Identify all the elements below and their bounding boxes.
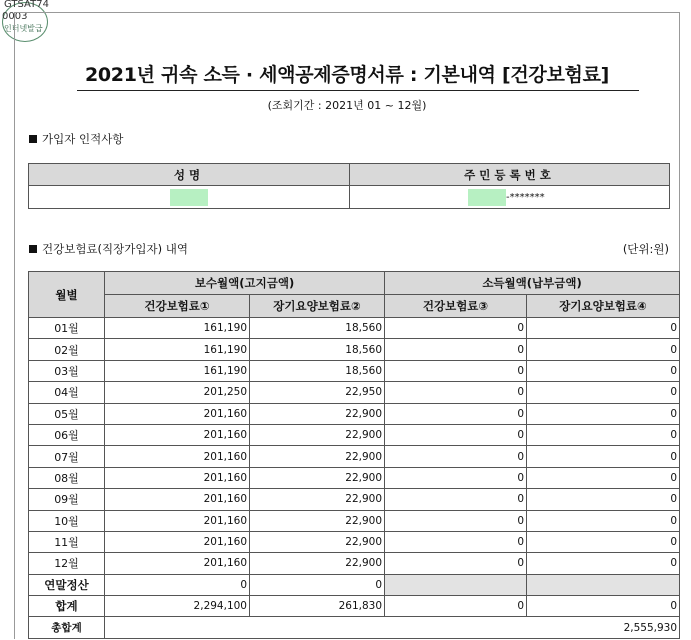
health-1-cell: 161,190	[105, 318, 250, 339]
month-cell: 11월	[29, 531, 105, 552]
ltc-2-cell: 22,900	[250, 424, 385, 445]
health-3-cell: 0	[385, 467, 527, 488]
month-cell: 02월	[29, 339, 105, 360]
ltc-2-cell: 22,900	[250, 489, 385, 510]
health-1-cell: 161,190	[105, 360, 250, 381]
redacted-name	[170, 189, 208, 206]
ltc-4-cell: 0	[527, 489, 680, 510]
health-1-cell: 201,160	[105, 489, 250, 510]
ltc-2-cell: 18,560	[250, 318, 385, 339]
ltc-4-cell: 0	[527, 382, 680, 403]
month-cell: 12월	[29, 553, 105, 574]
section-subscriber-label: 가입자 인적사항	[42, 132, 124, 146]
month-cell: 04월	[29, 382, 105, 403]
square-bullet-icon	[29, 245, 37, 253]
monthly-rows	[29, 318, 680, 575]
table-row	[29, 403, 680, 424]
health-1-cell: 201,160	[105, 531, 250, 552]
ltc-4-cell: 0	[527, 339, 680, 360]
table-row	[29, 531, 680, 552]
health-3-cell: 0	[385, 531, 527, 552]
title-underline	[77, 90, 639, 91]
ltc-4-cell: 0	[527, 467, 680, 488]
ltc-2-cell: 22,900	[250, 531, 385, 552]
month-cell: 08월	[29, 467, 105, 488]
subtotal-c1: 2,294,100	[105, 596, 250, 617]
col-header-health-1: 건강보험료①	[105, 295, 250, 318]
health-1-cell: 161,190	[105, 339, 250, 360]
ltc-2-cell: 22,900	[250, 553, 385, 574]
document-page	[14, 12, 680, 639]
ltc-4-cell: 0	[527, 553, 680, 574]
yearend-c4-empty	[527, 574, 680, 595]
square-bullet-icon	[29, 135, 37, 143]
yearend-c1: 0	[105, 574, 250, 595]
ltc-4-cell: 0	[527, 531, 680, 552]
section-subscriber-info	[29, 131, 123, 147]
col-header-health-3: 건강보험료③	[385, 295, 527, 318]
health-3-cell: 0	[385, 360, 527, 381]
health-insurance-table	[28, 271, 680, 639]
ltc-2-cell: 18,560	[250, 360, 385, 381]
subtotal-c3: 0	[385, 596, 527, 617]
section-health-label: 건강보험료(직장가입자) 내역	[42, 242, 188, 256]
yearend-label: 연말정산	[29, 574, 105, 595]
table-row	[29, 360, 680, 381]
ltc-4-cell: 0	[527, 424, 680, 445]
table-row	[29, 339, 680, 360]
health-1-cell: 201,160	[105, 403, 250, 424]
health-3-cell: 0	[385, 446, 527, 467]
yearend-c3-empty	[385, 574, 527, 595]
grandtotal-label: 총합계	[29, 617, 105, 638]
col-header-ltc-4: 장기요양보험료④	[527, 295, 680, 318]
subscriber-info-table	[28, 163, 670, 209]
health-3-cell: 0	[385, 510, 527, 531]
health-3-cell: 0	[385, 339, 527, 360]
table-row	[29, 382, 680, 403]
ssn-cell	[350, 186, 670, 209]
name-header: 성명	[29, 164, 350, 186]
health-1-cell: 201,160	[105, 510, 250, 531]
section-health-insurance	[29, 241, 188, 257]
health-1-cell: 201,160	[105, 446, 250, 467]
health-1-cell: 201,160	[105, 553, 250, 574]
yearend-c2: 0	[250, 574, 385, 595]
ltc-2-cell: 18,560	[250, 339, 385, 360]
month-cell: 07월	[29, 446, 105, 467]
month-cell: 01월	[29, 318, 105, 339]
month-cell: 03월	[29, 360, 105, 381]
ltc-2-cell: 22,900	[250, 510, 385, 531]
month-cell: 06월	[29, 424, 105, 445]
ltc-4-cell: 0	[527, 318, 680, 339]
month-cell: 09월	[29, 489, 105, 510]
health-3-cell: 0	[385, 489, 527, 510]
table-row	[29, 446, 680, 467]
health-3-cell: 0	[385, 553, 527, 574]
health-3-cell: 0	[385, 318, 527, 339]
ltc-4-cell: 0	[527, 403, 680, 424]
health-3-cell: 0	[385, 403, 527, 424]
ltc-4-cell: 0	[527, 360, 680, 381]
health-1-cell: 201,160	[105, 424, 250, 445]
health-3-cell: 0	[385, 424, 527, 445]
query-period: (조회기간 : 2021년 01 ~ 12월)	[267, 99, 427, 112]
col-header-ltc-2: 장기요양보험료②	[250, 295, 385, 318]
group-header-income: 소득월액(납부금액)	[385, 272, 680, 295]
ltc-4-cell: 0	[527, 510, 680, 531]
health-3-cell: 0	[385, 382, 527, 403]
table-row	[29, 553, 680, 574]
table-row	[29, 318, 680, 339]
ssn-masked-suffix: -*******	[506, 191, 545, 203]
table-row	[29, 424, 680, 445]
unit-label: (단위:원)	[622, 242, 669, 256]
ltc-2-cell: 22,900	[250, 446, 385, 467]
table-row	[29, 489, 680, 510]
month-cell: 10월	[29, 510, 105, 531]
name-cell	[29, 186, 350, 209]
subtotal-c4: 0	[527, 596, 680, 617]
document-title: 2021년 귀속 소득 · 세액공제증명서류 : 기본내역 [건강보험료]	[84, 64, 610, 86]
grandtotal-value: 2,555,930	[105, 617, 680, 638]
group-header-salary: 보수월액(고지금액)	[105, 272, 385, 295]
ltc-2-cell: 22,900	[250, 403, 385, 424]
month-cell: 05월	[29, 403, 105, 424]
table-row	[29, 510, 680, 531]
subtotal-label: 합계	[29, 596, 105, 617]
health-1-cell: 201,160	[105, 467, 250, 488]
stamp-number: 0003	[2, 11, 28, 22]
stamp-issued-text: 인터넷발급	[4, 24, 43, 33]
redacted-ssn	[468, 189, 506, 206]
month-header: 월별	[29, 272, 105, 318]
subtotal-c2: 261,830	[250, 596, 385, 617]
ltc-2-cell: 22,950	[250, 382, 385, 403]
ssn-header: 주민등록번호	[350, 164, 670, 186]
table-row	[29, 467, 680, 488]
health-1-cell: 201,250	[105, 382, 250, 403]
ltc-4-cell: 0	[527, 446, 680, 467]
stamp-code: GTSAT74	[4, 0, 49, 10]
ltc-2-cell: 22,900	[250, 467, 385, 488]
